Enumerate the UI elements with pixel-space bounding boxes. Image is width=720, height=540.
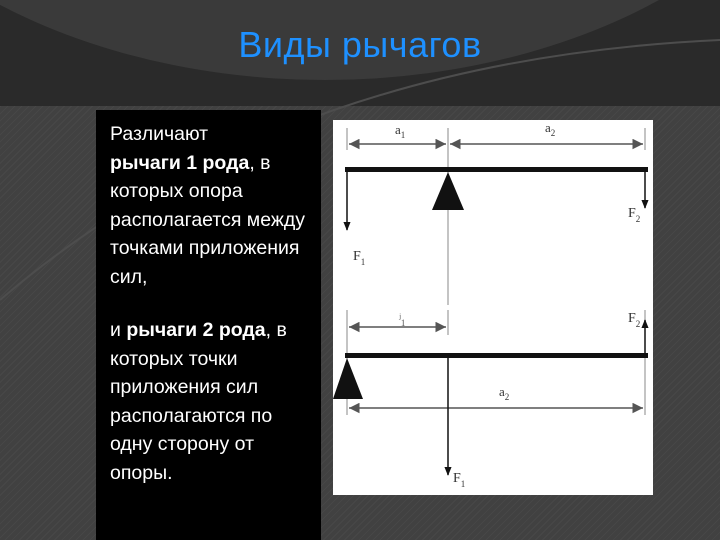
- lever-diagram: [333, 120, 653, 495]
- lever2-a2-letter: a: [499, 384, 505, 399]
- slide-title: Виды рычагов: [238, 24, 482, 65]
- paragraph2-bold: рычаги 2 рода: [126, 319, 266, 341]
- paragraph-first-class-lever: [110, 120, 315, 291]
- paragraph1-bold: рычаги 1 рода: [110, 151, 250, 174]
- lever1-f2-label: [628, 206, 640, 224]
- lever1-f2-sub: 2: [635, 214, 641, 224]
- lever1-a2-sub: 2: [550, 128, 556, 138]
- lever2-f2-sub: 2: [635, 319, 641, 329]
- lever-diagram-svg: [333, 120, 653, 495]
- lever1-f1-sub: 1: [360, 257, 366, 267]
- lever2-f1-label: [453, 471, 465, 489]
- paragraph2-lead: и: [110, 319, 121, 341]
- lever2-f1-letter: F: [453, 471, 461, 486]
- paragraph2-rest: , в которых точки приложения сил располагаются по одну сторону от опоры.: [110, 319, 287, 484]
- paragraph1-lead: Различают: [110, 123, 209, 145]
- lever2-beam: [345, 353, 648, 358]
- lever1-a1-letter: a: [395, 122, 401, 137]
- lever1-f1-letter: F: [353, 249, 361, 264]
- lever1-beam: [345, 167, 648, 172]
- lever2-f2-letter: F: [628, 311, 636, 326]
- lever1-a2-letter: a: [545, 120, 551, 135]
- lever2-a2-label: [499, 384, 509, 402]
- lever2-a1-sub: 1: [400, 318, 406, 328]
- lever2-f2-label: [628, 311, 640, 329]
- paragraph-second-class-lever: [110, 316, 315, 487]
- lever2-a1-letter: ʲ: [399, 311, 401, 325]
- lever2-fulcrum: [333, 358, 363, 399]
- paragraph1-rest: , в которых опора располагается между точками приложения сил,: [110, 151, 306, 288]
- lever2-a1-label: [398, 311, 405, 328]
- lever2-a2-sub: 2: [504, 392, 510, 402]
- lever2-group: [333, 310, 648, 489]
- lever1-f2-letter: F: [628, 206, 636, 221]
- lever1-a1-label: [395, 122, 405, 140]
- lever1-a1-sub: 1: [400, 130, 406, 140]
- lever1-f1-label: [353, 249, 365, 267]
- lever1-group: [345, 120, 648, 305]
- lever1-fulcrum: [432, 172, 464, 210]
- lever1-a2-label: [545, 120, 555, 138]
- lever2-f1-sub: 1: [460, 479, 466, 489]
